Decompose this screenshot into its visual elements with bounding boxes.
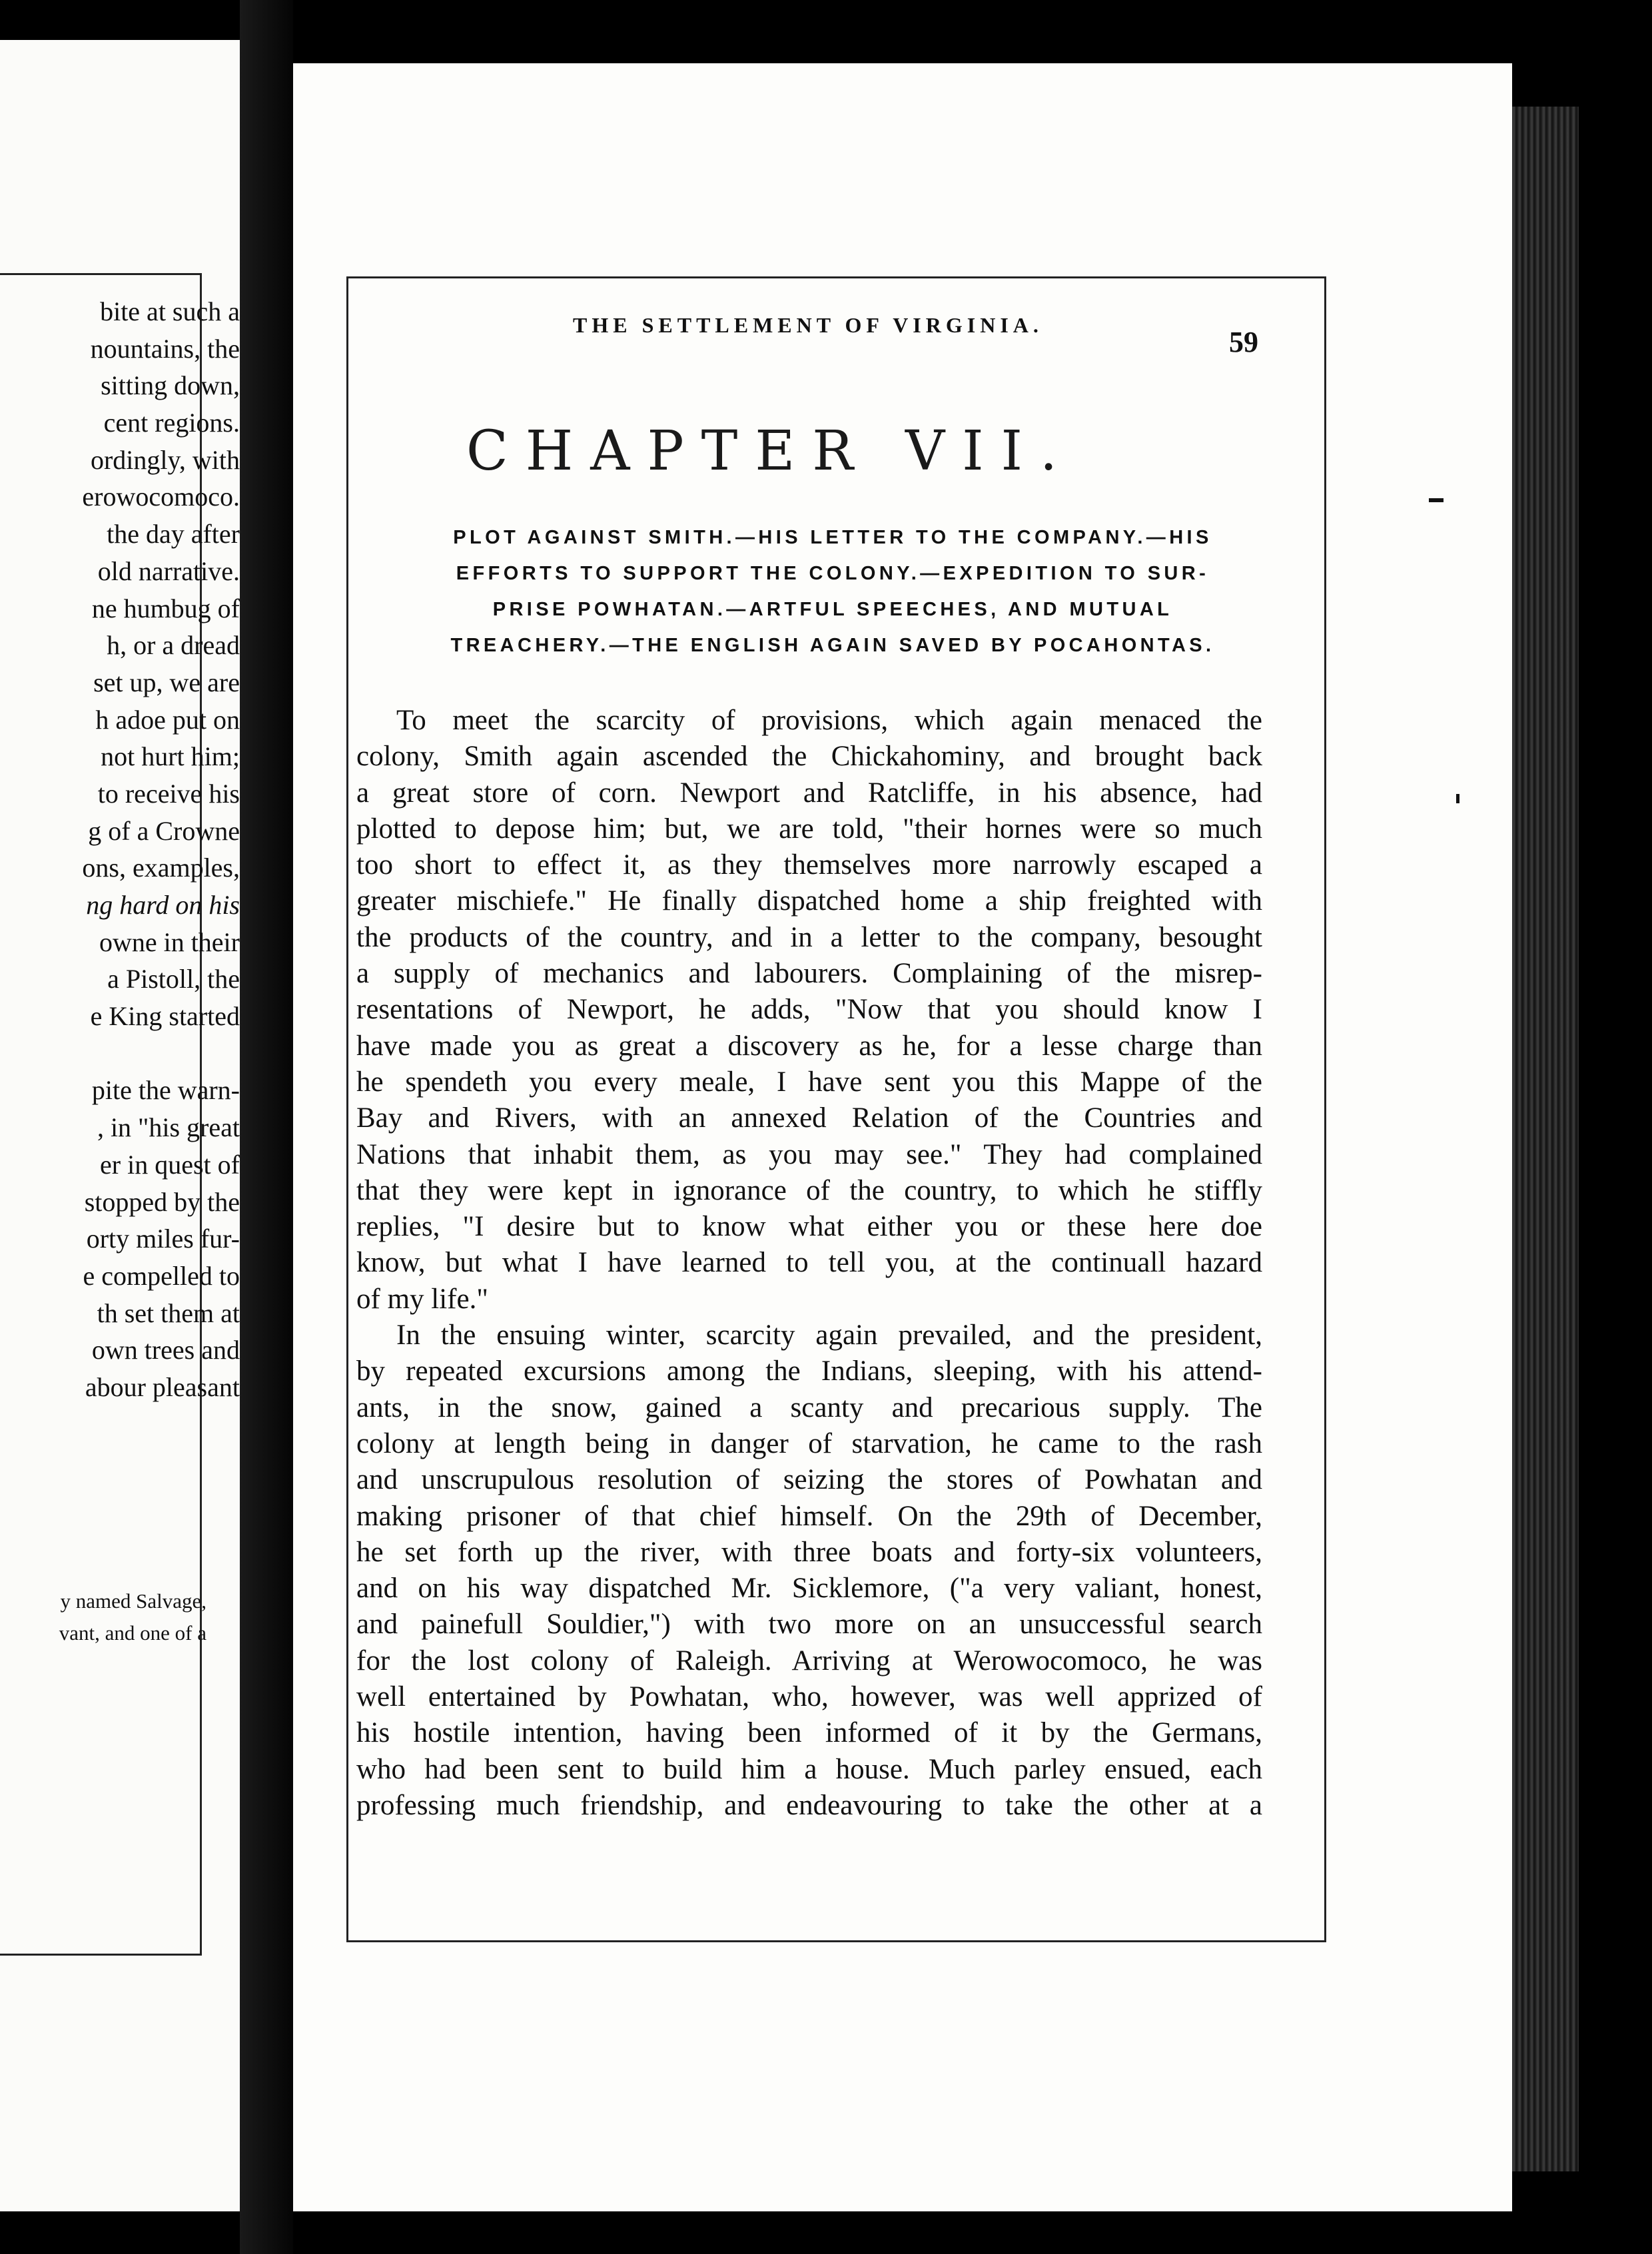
- body-line: of my life.": [356, 1283, 488, 1315]
- text-line: set up, we are: [93, 667, 240, 697]
- footnote-line: vant, and one of a: [59, 1621, 206, 1645]
- body-line: the products of the country, and in a letter to the company, besought: [356, 921, 1262, 953]
- body-line: Nations that inhabit them, as you may see." They had complained: [356, 1138, 1262, 1170]
- body-line: for the lost colony of Raleigh. Arriving at Werowocomoco, he was: [356, 1645, 1262, 1677]
- synopsis-line: PLOT AGAINST SMITH.—HIS LETTER TO THE COMPANY.—HIS: [453, 527, 1212, 548]
- text-line: ng hard on his: [86, 890, 240, 920]
- synopsis-line: EFFORTS TO SUPPORT THE COLONY.—EXPEDITION TO SUR-: [456, 563, 1210, 584]
- text-line: abour pleasant: [85, 1371, 240, 1402]
- chapter-body: [356, 703, 1262, 1824]
- previous-page-text: [0, 293, 240, 1406]
- body-line: greater mischiefe." He finally dispatched home a ship freighted with: [356, 885, 1262, 917]
- text-line: to receive his: [97, 778, 240, 809]
- book-gutter: [240, 0, 293, 2254]
- body-line: a supply of mechanics and labourers. Complaining of the misrep-: [356, 958, 1262, 990]
- text-line: sitting down,: [101, 370, 240, 401]
- body-line: and unscrupulous resolution of seizing the stores of Powhatan and: [356, 1464, 1262, 1496]
- running-title: THE SETTLEMENT OF VIRGINIA.: [573, 313, 1043, 337]
- body-line: Bay and Rivers, with an annexed Relation of the Countries and: [356, 1102, 1262, 1134]
- scan-speck: [1429, 498, 1444, 502]
- body-line: have made you as great a discovery as he, for a lesse charge than: [356, 1030, 1262, 1062]
- text-line: stopped by the: [84, 1186, 240, 1217]
- body-line: professing much friendship, and endeavouring to take the other at a: [356, 1789, 1262, 1821]
- synopsis-line: PRISE POWHATAN.—ARTFUL SPEECHES, AND MUTUAL: [492, 599, 1173, 620]
- body-line: he set forth up the river, with three boats and forty-six volunteers,: [356, 1536, 1262, 1568]
- body-line: that they were kept in ignorance of the country, to which he stiffly: [356, 1174, 1262, 1206]
- scan-speck: [1456, 794, 1459, 803]
- body-line: colony at length being in danger of starvation, he came to the rash: [356, 1427, 1262, 1459]
- page-number: 59: [1229, 326, 1258, 358]
- text-line: the day after: [107, 519, 240, 550]
- body-line: he spendeth you every meale, I have sent you this Mappe of the: [356, 1066, 1262, 1098]
- body-line: and on his way dispatched Mr. Sicklemore, ("a very valiant, honest,: [356, 1573, 1262, 1605]
- text-line: bite at such a: [100, 296, 240, 326]
- body-line: To meet the scarcity of provisions, which again menaced the: [396, 705, 1262, 736]
- body-line: too short to effect it, as they themselves more narrowly escaped a: [356, 849, 1262, 881]
- previous-page: [0, 40, 240, 2211]
- body-line: colony, Smith again ascended the Chickahominy, and brought back: [356, 741, 1262, 773]
- text-line: cent regions.: [103, 408, 240, 438]
- synopsis-line: TREACHERY.—THE ENGLISH AGAIN SAVED BY POCAHONTAS.: [450, 635, 1215, 656]
- text-line: e King started: [90, 1001, 240, 1032]
- body-line: resentations of Newport, he adds, "Now that you should know I: [356, 994, 1262, 1026]
- body-line: plotted to depose him; but, we are told, "their hornes were so much: [356, 813, 1262, 845]
- body-line: well entertained by Powhatan, who, however, was well apprized of: [356, 1681, 1262, 1713]
- text-line: er in quest of: [100, 1149, 240, 1180]
- body-line: replies, "I desire but to know what either you or these here doe: [356, 1211, 1262, 1243]
- text-line: h, or a dread: [107, 630, 240, 661]
- body-line: ants, in the snow, gained a scanty and precarious supply. The: [356, 1391, 1262, 1423]
- body-line: In the ensuing winter, scarcity again prevailed, and the president,: [396, 1319, 1262, 1351]
- text-line: old narrative.: [97, 556, 240, 586]
- chapter-synopsis: [366, 520, 1299, 663]
- text-line: not hurt him;: [101, 741, 240, 772]
- background-edge: [1579, 0, 1652, 2254]
- body-line: and painefull Souldier,") with two more on an unsuccessful search: [356, 1609, 1262, 1641]
- previous-page-footnote: [0, 1585, 206, 1649]
- text-line: erowocomoco.: [82, 482, 240, 512]
- body-line: know, but what I have learned to tell you, at the continuall hazard: [356, 1247, 1262, 1279]
- text-line: ons, examples,: [82, 853, 240, 883]
- chapter-title: CHAPTER VII.: [466, 420, 1075, 483]
- text-line: [0, 1035, 240, 1072]
- text-line: orty miles fur-: [86, 1224, 240, 1254]
- text-line: , in "his great: [97, 1112, 240, 1143]
- text-line: th set them at: [97, 1298, 240, 1328]
- body-line: making prisoner of that chief himself. On the 29th of December,: [356, 1500, 1262, 1532]
- text-line: e compelled to: [83, 1260, 240, 1291]
- body-line: who had been sent to build him a house. Much parley ensued, each: [356, 1753, 1262, 1785]
- text-line: h adoe put on: [95, 704, 240, 735]
- text-line: owne in their: [99, 927, 240, 957]
- text-line: ordingly, with: [90, 444, 240, 475]
- text-line: a Pistoll, the: [107, 964, 240, 994]
- text-line: pite the warn-: [91, 1075, 240, 1106]
- body-line: a great store of corn. Newport and Ratcliffe, in his absence, had: [356, 777, 1262, 809]
- text-line: nountains, the: [90, 333, 240, 364]
- text-line: own trees and: [91, 1335, 240, 1365]
- text-line: ne humbug of: [91, 593, 240, 623]
- body-line: his hostile intention, having been informed of it by the Germans,: [356, 1717, 1262, 1749]
- body-line: by repeated excursions among the Indians, sleeping, with his attend-: [356, 1355, 1262, 1387]
- text-line: g of a Crowne: [88, 815, 240, 846]
- footnote-line: y named Salvage,: [60, 1589, 206, 1613]
